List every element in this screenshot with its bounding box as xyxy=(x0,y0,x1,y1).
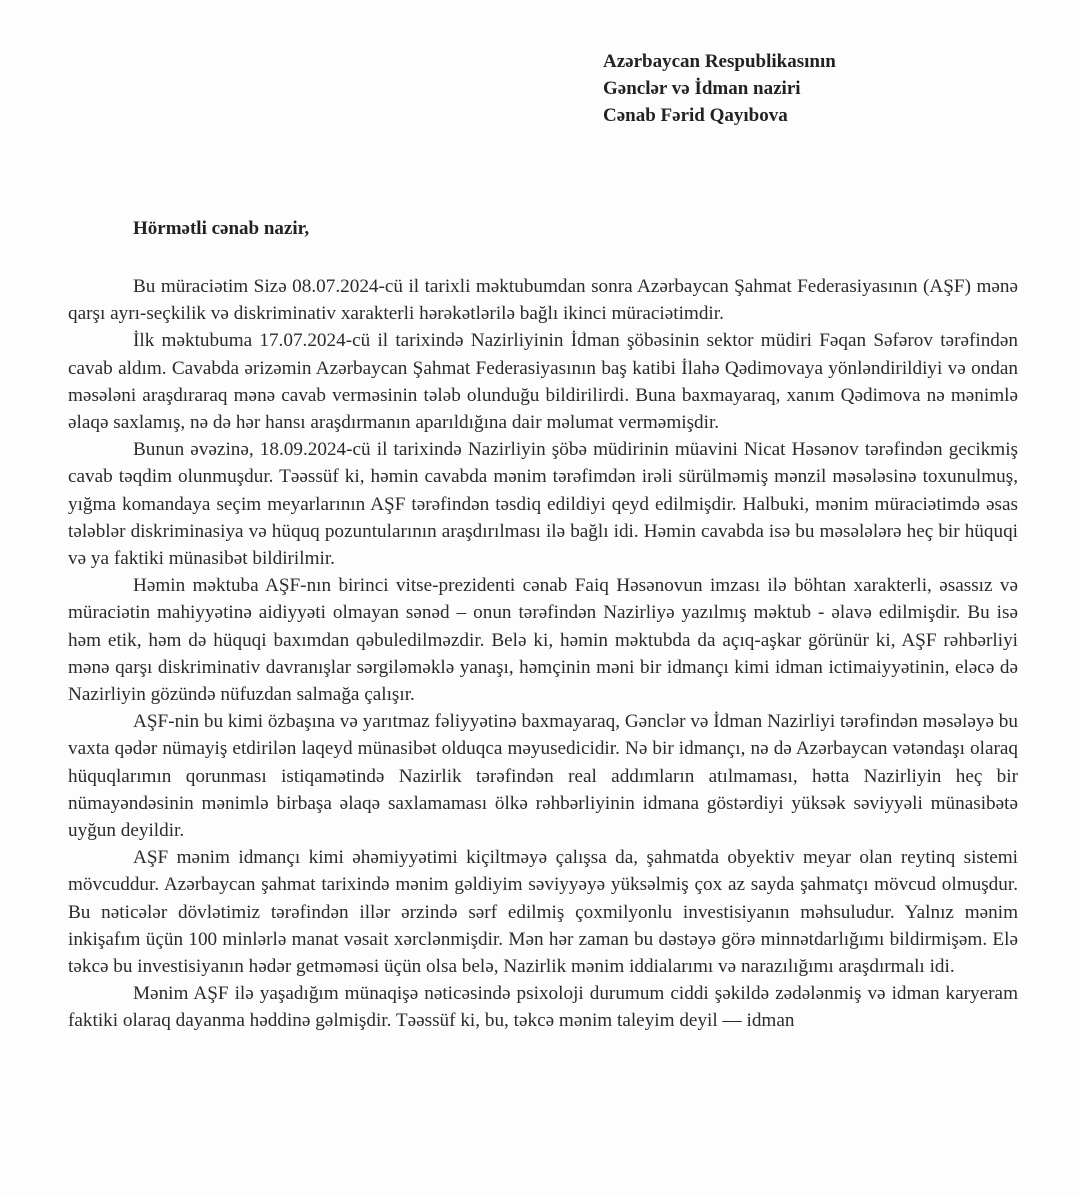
addressee-line-2: Gənclər və İdman naziri xyxy=(603,78,801,99)
paragraph: Bunun əvəzinə, 18.09.2024-cü il tarixində Nazirliyin şöbə müdirinin müavini Nicat Həsənov tərəfindən gecikmiş cavab təqdim olunmuşdur. Təəssüf ki, həmin cavabda mənim tərəfimdən irəli sürülməmiş mənzil məsələsinə toxunulmuş, yığma komandaya seçim meyarlarının AŞF tərəfindən təsdiq edildiyi qeyd edilmişdir. Halbuki, mənim müraciətimdə əsas tələblər diskriminasiya və hüquq pozuntularının araşdırılması ilə bağlı idi. Həmin cavabda isə bu məsələlərə heç bir hüquqi və ya faktiki münasibət bildirilmir. xyxy=(68,439,1018,570)
paragraph: Mənim AŞF ilə yaşadığım münaqişə nəticəsində psixoloji durumum ciddi şəkildə zədələnmiş və idman karyeram faktiki olaraq dayanma həddinə gəlmişdir. Təəssüf ki, bu, təkcə mənim taleyim deyil — idman xyxy=(68,983,1018,1032)
letter-body xyxy=(68,273,1018,1035)
addressee-line-1: Azərbaycan Respublikasının xyxy=(603,51,836,72)
paragraph: Bu müraciətim Sizə 08.07.2024-cü il tarixli məktubumdan sonra Azərbaycan Şahmat Federasiyasının (AŞF) mənə qarşı ayrı-seçkilik və diskriminativ xarakterli hərəkətlərilə bağlı ikinci müraciətimdir. xyxy=(68,276,1018,325)
paragraph: AŞF mənim idmançı kimi əhəmiyyətimi kiçiltməyə çalışsa da, şahmatda obyektiv meyar olan reytinq sistemi mövcuddur. Azərbaycan şahmat tarixində mənim gəldiyim səviyyəyə yüksəlmiş çox az sayda şahmatçı mövcud olmuşdur. Bu nəticələr dövlətimiz tərəfindən illər ərzində sərf edilmiş çoxmilyonlu investisiyanın məhsuludur. Yalnız mənim inkişafım üçün 100 minlərlə manat vəsait xərclənmişdir. Mən hər zaman bu dəstəyə görə minnətdarlığımı bildirmişəm. Elə təkcə bu investisiyanın hədər getməməsi üçün olsa belə, Nazirlik mənim iddialarımı və narazılığımı araşdırmalı idi. xyxy=(68,847,1018,978)
addressee-block xyxy=(603,48,836,129)
salutation: Hörmətli cənab nazir, xyxy=(133,218,310,239)
paragraph: AŞF-nin bu kimi özbaşına və yarıtmaz fəliyyətinə baxmayaraq, Gənclər və İdman Nazirliyi tərəfindən məsələyə bu vaxta qədər nümayiş etdirilən laqeyd münasibət olduqca məyusedicidir. Nə bir idmançı, nə də Azərbaycan vətəndaşı olaraq hüquqlarımın qorunması istiqamətində Nazirlik tərəfindən real addımların atılmaması, hətta Nazirliyin heç bir nümayəndəsinin mənimlə birbaşa əlaqə saxlamaması ölkə rəhbərliyinin idmana göstərdiyi yüksək səviyyəli münasibətə uyğun deyildir. xyxy=(68,711,1018,842)
addressee-line-3: Cənab Fərid Qayıbova xyxy=(603,105,788,126)
paragraph: İlk məktubuma 17.07.2024-cü il tarixində Nazirliyinin İdman şöbəsinin sektor müdiri Fəqan Səfərov tərəfindən cavab aldım. Cavabda ərizəmin Azərbaycan Şahmat Federasiyasının baş katibi İlahə Qədimovaya yönləndirildiyi və ondan məsələni araşdıraraq mənə cavab verməsinin tələb olunduğu bildirilirdi. Buna baxmayaraq, xanım Qədimova nə mənimlə əlaqə saxlamış, nə də hər hansı araşdırmanın aparıldığına dair məlumat verməmişdir. xyxy=(68,330,1018,434)
paragraph: Həmin məktuba AŞF-nın birinci vitse-prezidenti cənab Faiq Həsənovun imzası ilə böhtan xarakterli, əsassız və müraciətin mahiyyətinə aidiyyəti olmayan sənəd – onun tərəfindən Nazirliyə yazılmış məktub - əlavə edilmişdir. Bu isə həm etik, həm də hüquqi baxımdan qəbuledilməzdir. Belə ki, həmin məktubda da açıq-aşkar görünür ki, AŞF rəhbərliyi mənə qarşı diskriminativ davranışlar sərgiləməklə yanaşı, həmçinin məni bir idmançı kimi idman ictimaiyyətinin, eləcə də Nazirliyin gözündə nüfuzdan salmağa çalışır. xyxy=(68,575,1018,706)
